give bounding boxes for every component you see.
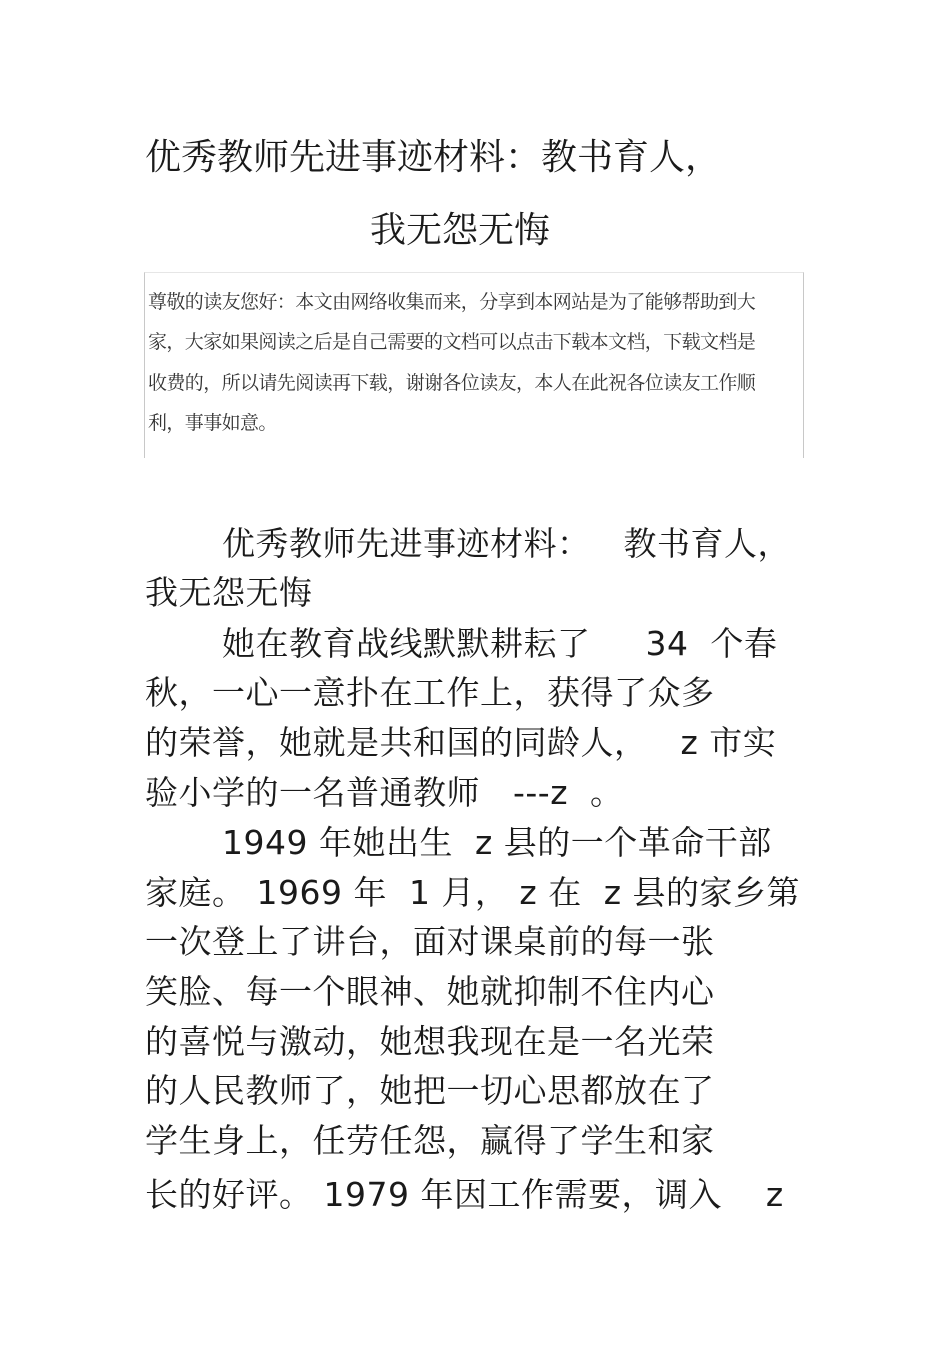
notice-line-4: 利，事事如意。 <box>148 412 277 434</box>
body-line-7: 1949 年她出生 z 县的一个革命干部 <box>222 823 772 862</box>
notice-line-2: 家，大家如果阅读之后是自己需要的文档可以点击下载本文档，下载文档是 <box>148 331 756 353</box>
body-line-9: 一次登上了讲台，面对课桌前的每一张 <box>145 922 715 961</box>
reader-notice-box <box>144 272 804 458</box>
body-line-14: 长的好评。 1979 年因工作需要，调入 z <box>145 1175 784 1214</box>
document-title-line-2: 我无怨无悔 <box>370 210 551 251</box>
body-line-5: 的荣誉，她就是共和国的同龄人， z 市实 <box>145 723 777 762</box>
body-line-3: 她在教育战线默默耕耘了 34 个春 <box>222 624 778 663</box>
body-line-13: 学生身上，任劳任怨，赢得了学生和家 <box>145 1121 715 1160</box>
body-line-4: 秋，一心一意扑在工作上，获得了众多 <box>145 673 715 712</box>
body-line-11: 的喜悦与激动，她想我现在是一名光荣 <box>145 1022 715 1061</box>
body-line-10: 笑脸、每一个眼神、她就抑制不住内心 <box>145 972 715 1011</box>
body-line-2: 我无怨无悔 <box>145 573 313 612</box>
notice-line-3: 收费的，所以请先阅读再下载，谢谢各位读友，本人在此祝各位读友工作顺 <box>148 372 756 394</box>
notice-line-1: 尊敬的读友您好：本文由网络收集而来，分享到本网站是为了能够帮助到大 <box>148 291 756 313</box>
body-line-6: 验小学的一名普通教师 ---z 。 <box>145 773 624 812</box>
body-line-1: 优秀教师先进事迹材料： 教书育人， <box>222 524 791 563</box>
document-title-line-1: 优秀教师先进事迹材料：教书育人， <box>145 137 722 178</box>
body-line-8: 家庭。 1969 年 1 月， z 在 z 县的家乡第 <box>145 873 801 912</box>
body-line-12: 的人民教师了，她把一切心思都放在了 <box>145 1071 715 1110</box>
